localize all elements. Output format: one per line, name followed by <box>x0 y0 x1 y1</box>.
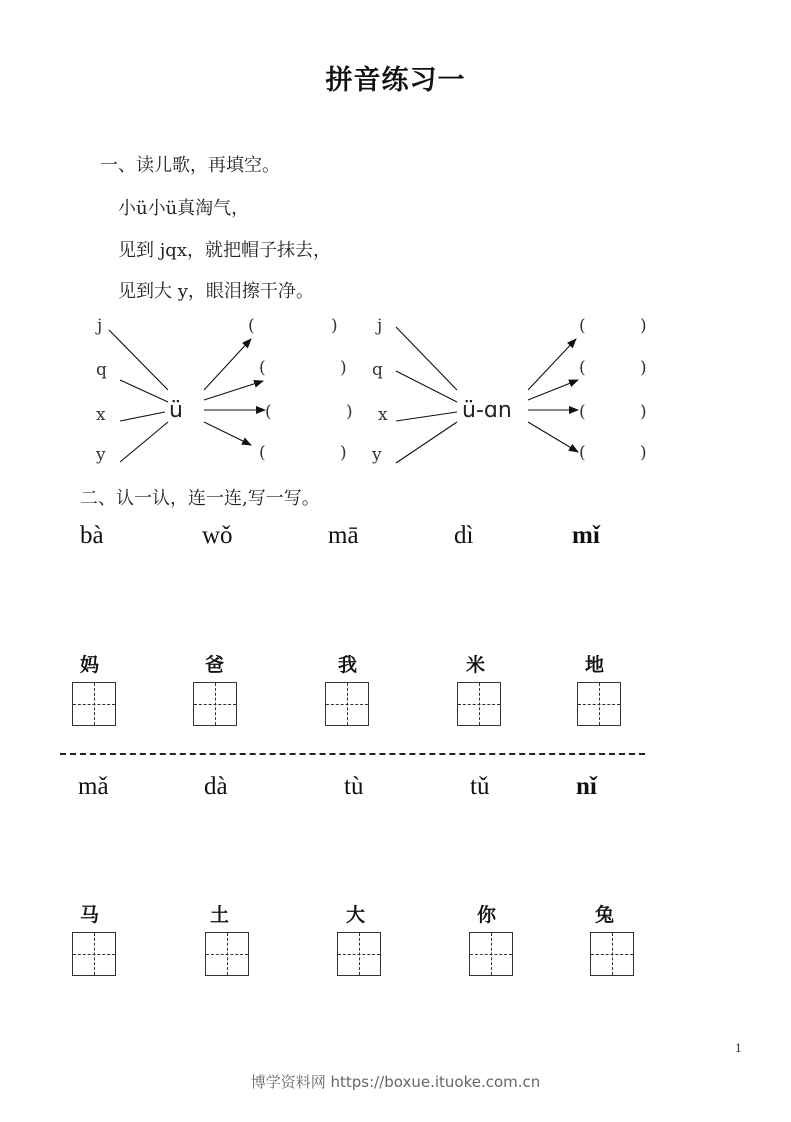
section1-heading: 一、读儿歌，再填空。 <box>100 155 280 176</box>
poem-line-1: 小ü小ü真淘气， <box>118 198 250 219</box>
blank-close: ) <box>331 316 338 336</box>
blank-open: ( <box>248 316 255 336</box>
blank-close: ) <box>640 443 647 463</box>
pinyin-item: bà <box>80 522 104 549</box>
dashed-divider <box>60 753 645 755</box>
page-title: 拼音练习一 <box>325 65 466 96</box>
writing-grid-box[interactable] <box>337 932 381 976</box>
blank-open: ( <box>579 316 586 336</box>
writing-grid-box[interactable] <box>325 682 369 726</box>
final-uan: ü-ɑn <box>462 398 512 423</box>
writing-grid-box[interactable] <box>590 932 634 976</box>
blank-close: ) <box>346 402 353 422</box>
hanzi-item: 米 <box>466 654 486 676</box>
hanzi-item: 兔 <box>595 904 615 926</box>
poem-line-2: 见到 jqx，就把帽子抹去， <box>118 240 331 261</box>
pinyin-item: mǎ <box>78 773 109 800</box>
hanzi-item: 大 <box>346 904 366 926</box>
poem-line-3: 见到大 y，眼泪擦干净。 <box>118 281 314 302</box>
pinyin-item: wǒ <box>202 522 233 549</box>
initial-q: q <box>372 360 383 380</box>
initial-j: j <box>97 316 103 336</box>
hanzi-item: 妈 <box>80 654 100 676</box>
blank-close: ) <box>640 316 647 336</box>
initial-y: y <box>96 445 106 465</box>
blank-open: ( <box>265 402 272 422</box>
hanzi-item: 土 <box>210 904 230 926</box>
writing-grid-box[interactable] <box>457 682 501 726</box>
section2-heading: 二、认一认，连一连,写一写。 <box>80 488 320 509</box>
writing-grid-box[interactable] <box>205 932 249 976</box>
initial-x: x <box>96 405 106 425</box>
hanzi-item: 爸 <box>205 654 225 676</box>
blank-open: ( <box>579 402 586 422</box>
writing-grid-box[interactable] <box>577 682 621 726</box>
footer-watermark: 博学资料网 https://boxue.ituoke.com.cn <box>250 1073 541 1091</box>
blank-open: ( <box>259 443 266 463</box>
writing-grid-box[interactable] <box>72 932 116 976</box>
pinyin-item: nǐ <box>576 773 597 800</box>
hanzi-item: 你 <box>477 904 497 926</box>
initial-y: y <box>372 445 382 465</box>
pinyin-item: mā <box>328 522 359 549</box>
blank-open: ( <box>579 358 586 378</box>
writing-grid-box[interactable] <box>193 682 237 726</box>
final-u: ü <box>169 398 183 423</box>
writing-grid-box[interactable] <box>72 682 116 726</box>
blank-open: ( <box>259 358 266 378</box>
blank-close: ) <box>340 443 347 463</box>
initial-x: x <box>378 405 388 425</box>
hanzi-item: 地 <box>585 654 605 676</box>
blank-close: ) <box>640 358 647 378</box>
pinyin-item: dà <box>204 773 228 800</box>
page-number: 1 <box>735 1042 742 1055</box>
pinyin-item: tù <box>344 773 364 800</box>
pinyin-item: tǔ <box>470 773 490 800</box>
writing-grid-box[interactable] <box>469 932 513 976</box>
blank-close: ) <box>640 402 647 422</box>
pinyin-item: mǐ <box>572 522 600 549</box>
hanzi-item: 马 <box>80 904 100 926</box>
initial-q: q <box>96 360 107 380</box>
blank-close: ) <box>340 358 347 378</box>
blank-open: ( <box>579 443 586 463</box>
initial-j: j <box>377 316 383 336</box>
hanzi-item: 我 <box>338 654 358 676</box>
pinyin-item: dì <box>454 522 474 549</box>
